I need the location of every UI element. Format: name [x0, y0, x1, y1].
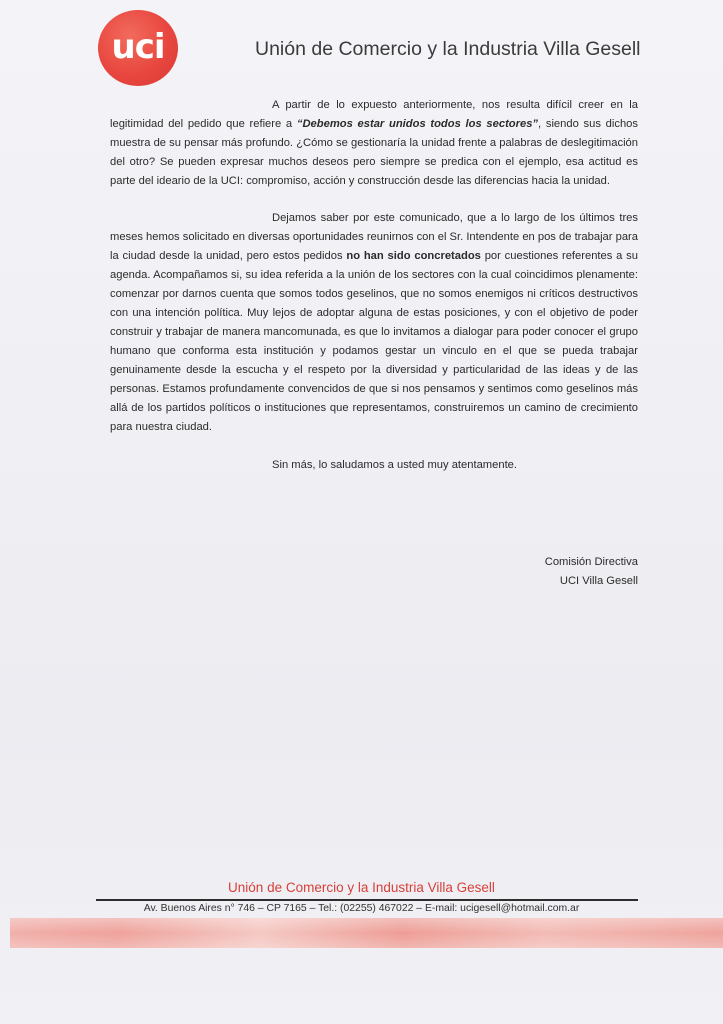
signature-line-2: UCI Villa Gesell	[559, 575, 638, 587]
letter-body	[110, 96, 638, 455]
closing-line: Sin más, lo saludamos a usted muy atentamente.	[272, 459, 518, 471]
paragraph-2-start: Dejamos saber por este comunicado, que a lo largo de los últimos tres meses hemos solicitado en diversas oportunidades reunirnos con el Sr. Intendente en pos de trabajar para la ciudad desde la unidad, pero estos pedidos	[110, 212, 638, 262]
quoted-phrase: “Debemos estar unidos todos los sectores”	[296, 118, 539, 130]
footer-title: Unión de Comercio y la Industria Villa Gesell	[228, 880, 495, 895]
paragraph-1-end: , siendo sus dichos muestra de su pensar más profundo. ¿Cómo se gestionaría la unidad frente a palabras de deslegitimación del otro? Se pueden expresar muchos deseos pero siempre se predica con el ejemplo, esa actitud es parte del ideario de la UCI: compromiso, acción y construcción desde las diferencias hacia la unidad.	[110, 118, 638, 187]
signature-block	[470, 553, 638, 591]
uci-logo	[98, 10, 178, 86]
letterhead-title: Unión de Comercio y la Industria Villa Gesell	[255, 38, 641, 60]
paragraph-2	[110, 209, 638, 437]
signature-line-1: Comisión Directiva	[544, 556, 638, 568]
paragraph-1-start: A partir de lo expuesto anteriormente, nos resulta difícil creer en la legitimidad del pedido que refiere a	[110, 99, 638, 130]
logo-text: uci	[111, 27, 165, 67]
paragraph-2-end: por cuestiones referentes a su agenda. Acompañamos si, su idea referida a la unión de los sectores con la cual coincidimos plenamente: comenzar por darnos cuenta que somos todos geselinos, que no somos enemigos ni críticos destructivos con una intención política. Muy lejos de adoptar alguna de estas posiciones, y con el objetivo de poder construir y trabajar de manera mancomunada, es que lo invitamos a dialogar para poder conocer el grupo humano que conforma esta institución y podamos gestar un vinculo en el que se pueda trabajar genuinamente desde la escucha y el respeto por la diversidad y particularidad de las ideas y de las personas. Estamos profundamente convencidos de que si nos pensamos y sentimos como geselinos más allá de los partidos políticos o instituciones que representamos, construiremos un camino de crecimiento para nuestra ciudad.	[110, 250, 639, 433]
bold-phrase: no han sido concretados	[346, 250, 481, 262]
footer-contact: Av. Buenos Aires n° 746 – CP 7165 – Tel.: (02255) 467022 – E-mail: ucigesell@hotmail.com.ar	[143, 903, 580, 914]
paragraph-1	[110, 96, 638, 191]
footer-decorative-band	[10, 918, 723, 948]
footer-divider	[96, 899, 638, 901]
